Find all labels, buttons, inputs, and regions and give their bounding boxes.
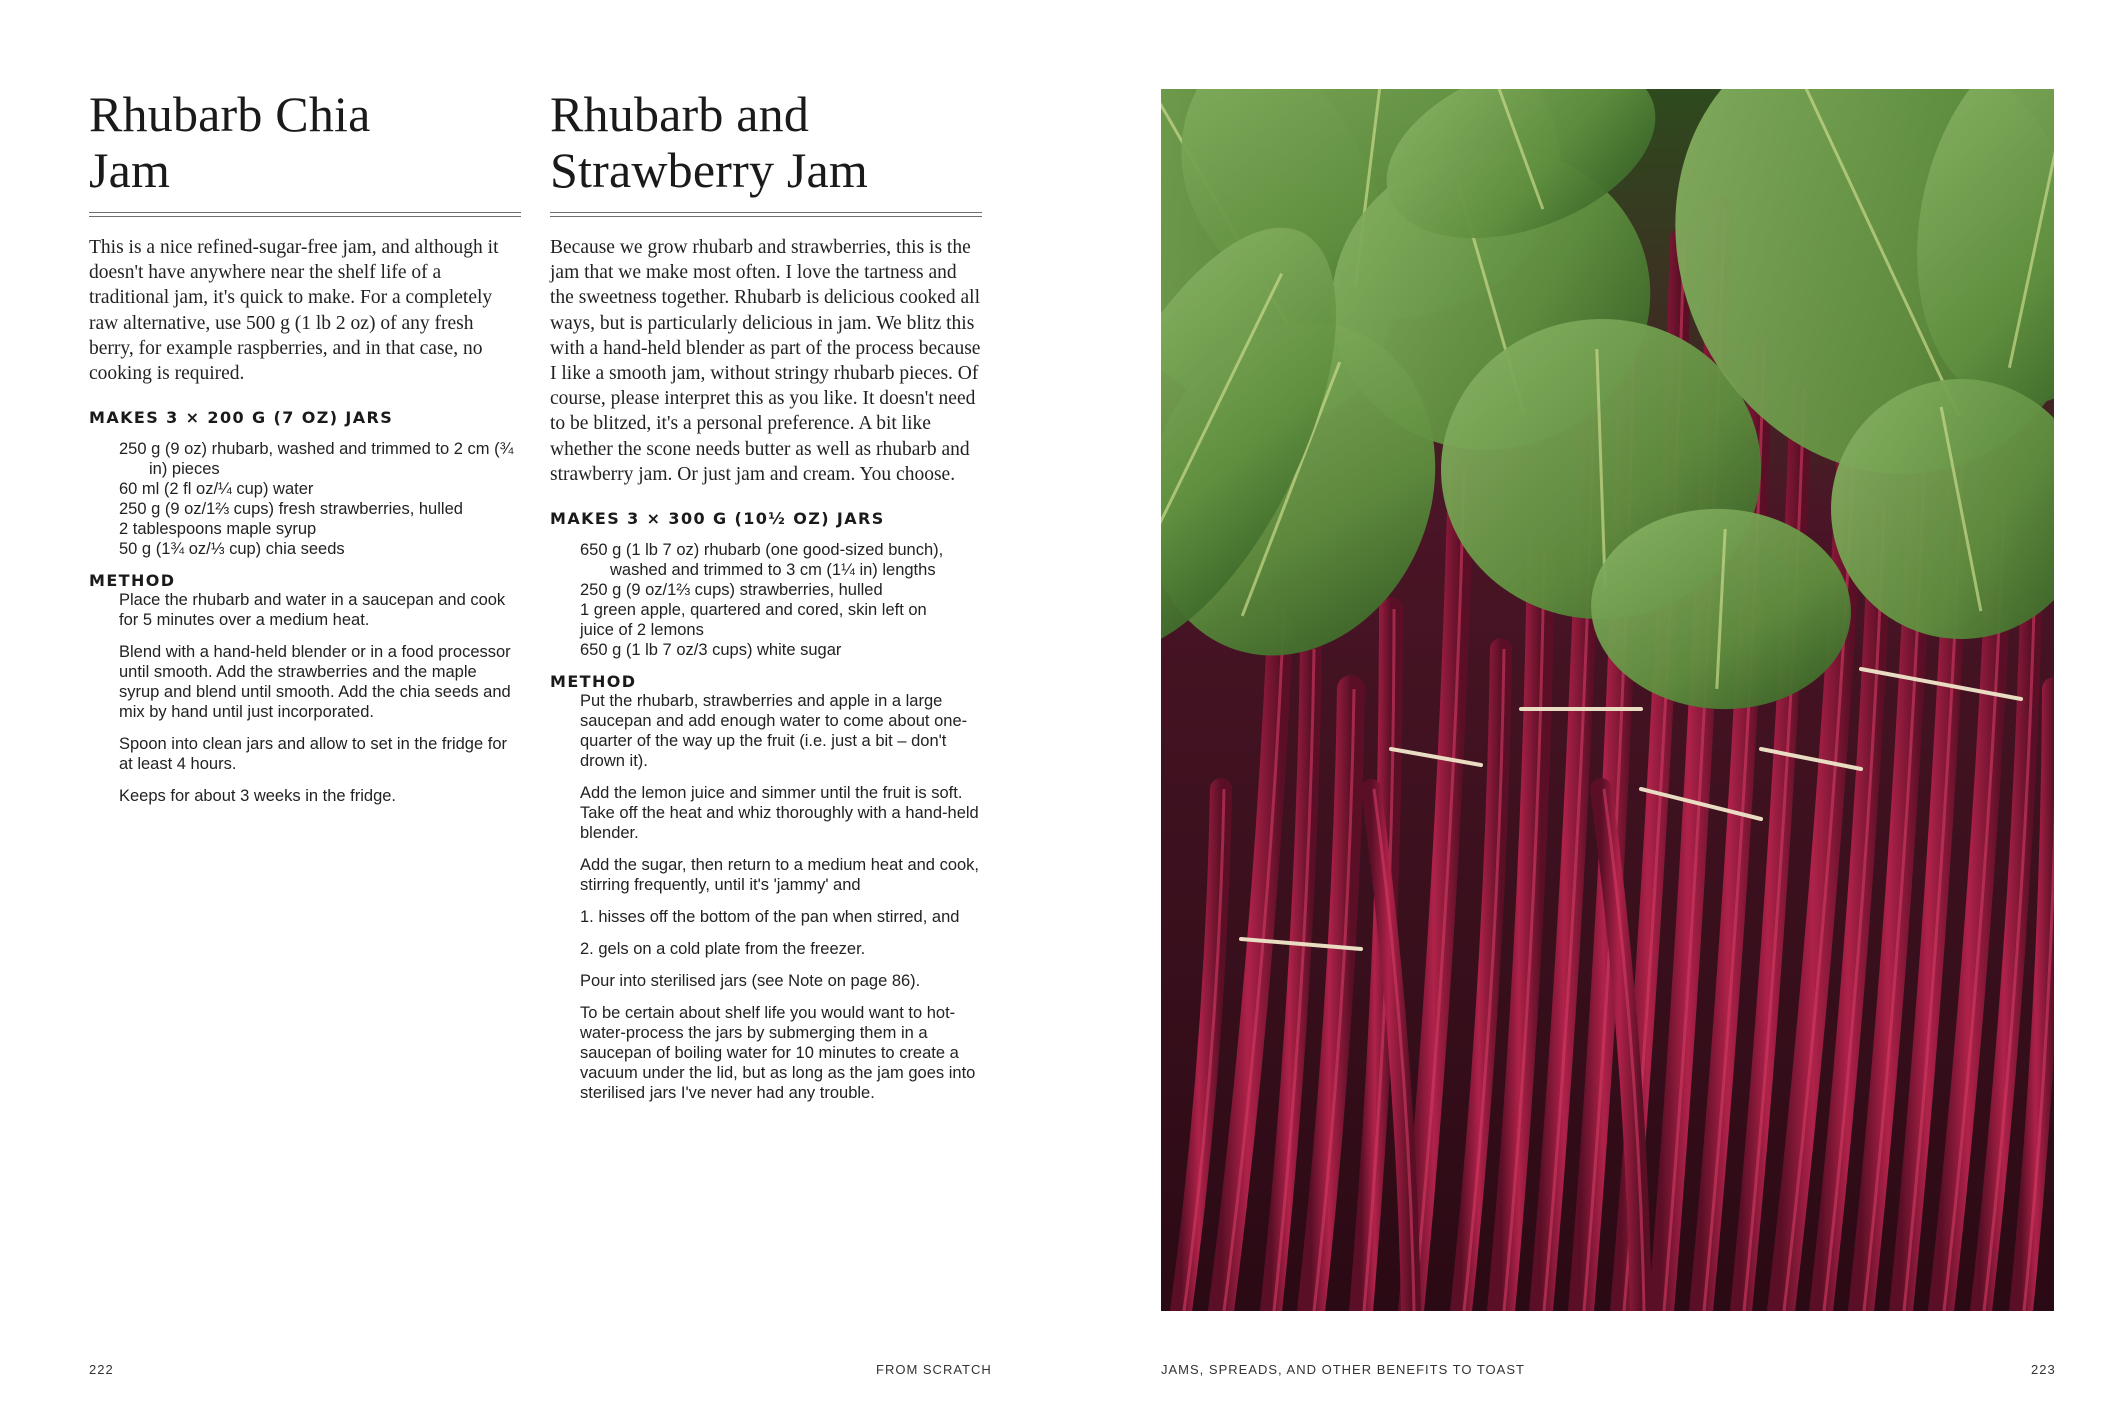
recipe-intro: This is a nice refined-sugar-free jam, and although it doesn't have anywhere near the shelf life of a traditional jam, it's quick to make. For a completely raw alternative, use 500 g (1 lb 2 oz) of any fresh berry, for example raspberries, and in that case, no cooking is required. xyxy=(89,237,499,385)
ingredient-item: juice of 2 lemons xyxy=(580,621,704,640)
page-number-left: 222 xyxy=(89,1362,114,1377)
ingredient-item: 250 g (9 oz/1⅔ cups) fresh strawberries, hulled xyxy=(119,500,463,519)
method-steps xyxy=(119,590,521,806)
method-step: 2. gels on a cold plate from the freezer. xyxy=(580,940,866,959)
recipe-rhubarb-strawberry-jam xyxy=(550,86,982,1115)
method-step: Spoon into clean jars and allow to set in the fridge for at least 4 hours. xyxy=(119,735,507,774)
method-step: Keeps for about 3 weeks in the fridge. xyxy=(119,787,397,806)
recipe-title xyxy=(89,86,521,198)
method-step: To be certain about shelf life you would want to hot-water-process the jars by submerging them in a saucepan of boiling water for 10 minutes to create a vacuum under the lid, but as long as the jam goes into sterilised jars I've never had any trouble. xyxy=(580,1004,976,1103)
ingredient-item: 50 g (1¾ oz/⅓ cup) chia seeds xyxy=(119,540,345,559)
recipe-rhubarb-chia-jam xyxy=(89,86,521,818)
rhubarb-photo xyxy=(1161,89,2054,1311)
method-step: Add the lemon juice and simmer until the fruit is soft. Take off the heat and whiz thoroughly with a hand-held blender. xyxy=(580,784,979,843)
method-step: Put the rhubarb, strawberries and apple in a large saucepan and add enough water to come about one-quarter of the way up the fruit (i.e. just a bit – don't drown it). xyxy=(580,692,968,771)
method-step: 1. hisses off the bottom of the pan when stirred, and xyxy=(580,908,960,927)
running-head-left: FROM SCRATCH xyxy=(876,1362,992,1377)
method-step: Pour into sterilised jars (see Note on page 86). xyxy=(580,972,921,991)
method-heading: METHOD xyxy=(550,672,637,692)
ingredient-item: 650 g (1 lb 7 oz) rhubarb (one good-sized bunch), washed and trimmed to 3 cm (1¼ in) lengths xyxy=(580,541,944,580)
method-heading: METHOD xyxy=(89,571,176,591)
method-step: Add the sugar, then return to a medium heat and cook, stirring frequently, until it's 'jammy' and xyxy=(580,856,980,895)
ingredient-item: 250 g (9 oz/1⅔ cups) strawberries, hulled xyxy=(580,581,883,600)
rhubarb-illustration xyxy=(1161,89,2054,1311)
ingredient-item: 1 green apple, quartered and cored, skin left on xyxy=(580,601,927,620)
method-steps xyxy=(580,691,982,1103)
ingredient-list xyxy=(580,540,982,660)
title-divider xyxy=(89,212,521,217)
title-line-1: Rhubarb Chia xyxy=(89,86,371,142)
recipe-title xyxy=(550,86,982,198)
method-step: Place the rhubarb and water in a saucepan and cook for 5 minutes over a medium heat. xyxy=(119,591,506,630)
ingredient-item: 2 tablespoons maple syrup xyxy=(119,520,317,539)
method-step: Blend with a hand-held blender or in a food processor until smooth. Add the strawberries and the maple syrup and blend until smooth. Add the chia seeds and mix by hand until just incorporated. xyxy=(119,643,511,722)
ingredient-item: 650 g (1 lb 7 oz/3 cups) white sugar xyxy=(580,641,842,660)
rhubarb-leaves xyxy=(1161,89,2054,716)
title-divider xyxy=(550,212,982,217)
running-head-right: JAMS, SPREADS, AND OTHER BENEFITS TO TOAST xyxy=(1161,1362,1525,1377)
yield-heading: MAKES 3 × 200 G (7 OZ) JARS xyxy=(89,408,394,428)
title-line-2: Jam xyxy=(89,142,171,198)
recipe-intro: Because we grow rhubarb and strawberries, this is the jam that we make most often. I love the tartness and the sweetness together. Rhubarb is delicious cooked all ways, but is particularly delicious in jam. We blitz this with a hand-held blender as part of the process because I like a smooth jam, without stringy rhubarb pieces. Of course, please interpret this as you like. It doesn't need to be blitzed, it's a personal preference. A bit like whether the scone needs butter as well as rhubarb and strawberry jam. Or just jam and cream. You choose. xyxy=(550,237,981,485)
yield-heading: MAKES 3 × 300 G (10½ OZ) JARS xyxy=(550,509,885,529)
ingredient-list xyxy=(119,439,521,559)
title-line-1: Rhubarb and xyxy=(550,86,810,142)
ingredient-item: 250 g (9 oz) rhubarb, washed and trimmed to 2 cm (¾ in) pieces xyxy=(119,440,514,479)
ingredient-item: 60 ml (2 fl oz/¼ cup) water xyxy=(119,480,314,499)
page-number-right: 223 xyxy=(2031,1362,2056,1377)
title-line-2: Strawberry Jam xyxy=(550,142,868,198)
